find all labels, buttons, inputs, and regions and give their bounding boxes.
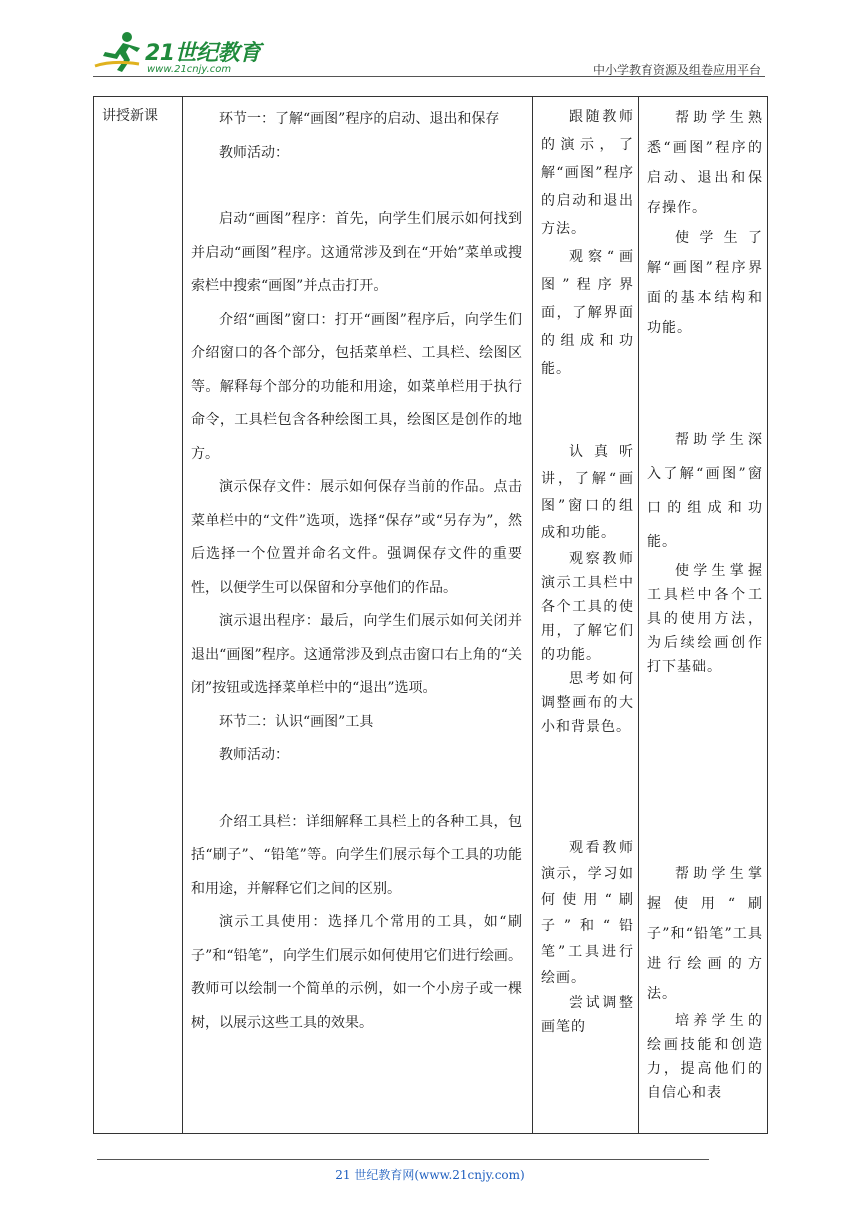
student-activity-cell — [533, 97, 639, 1134]
teaching-paragraph: 环节一：了解“画图”程序的启动、退出和保存 — [219, 111, 500, 127]
teaching-activity-cell — [183, 97, 533, 1134]
teaching-paragraph: 教师活动： — [219, 144, 289, 161]
intent-paragraph: 帮助学生深入了解“画图”窗口的组成和功能。 — [647, 432, 763, 550]
intent-paragraph: 使学生掌握工具栏中各个工具的使用方法，为后续绘画创作打下基础。 — [647, 563, 763, 675]
platform-title: 中小学教育资源及组卷应用平台 — [592, 63, 761, 77]
teaching-paragraph: 演示退出程序：最后，向学生们展示如何关闭并退出“画图”程序。这通常涉及到点击窗口右上角的“关闭”按钮或选择菜单栏中的“退出”选项。 — [191, 613, 522, 696]
page-header — [93, 30, 765, 80]
student-paragraph: 观察教师演示工具栏中各个工具的使用，了解它们的功能。 — [541, 551, 634, 663]
intent-paragraph: 培养学生的绘画技能和创造力，提高他们的自信心和表 — [647, 1013, 763, 1101]
student-paragraph: 尝试调整画笔的 — [541, 995, 634, 1035]
lesson-table — [93, 96, 768, 1134]
blank-line — [191, 170, 522, 203]
teaching-paragraph: 启动“画图”程序：首先，向学生们展示如何找到并启动“画图”程序。这通常涉及到在“开始”菜单或搜索栏中搜索“画图”并点击打开。 — [191, 211, 522, 294]
table-row — [94, 97, 768, 1134]
footer-text: 21 世纪教育网(www.21cnjy.com) — [335, 1168, 525, 1182]
footer-divider — [97, 1159, 709, 1160]
intent-paragraph: 帮助学生掌握使用“刷子”和“铅笔”工具进行绘画的方法。 — [647, 866, 763, 1002]
teaching-paragraph: 介绍“画图”窗口：打开“画图”程序后，向学生们介绍窗口的各个部分，包括菜单栏、工具栏、绘图区等。解释每个部分的功能和用途，如菜单栏用于执行命令，工具栏包含各种绘图工具，绘图区是创作的地方。 — [191, 311, 522, 462]
logo-text: 21世纪教育 — [145, 41, 261, 66]
section-label: 讲授新课 — [102, 108, 158, 124]
student-paragraph: 跟随教师的演示，了解“画图”程序的启动和退出方法。 — [541, 109, 634, 237]
student-paragraph: 观看教师演示，学习如何使用“刷子”和“铅笔”工具进行绘画。 — [541, 840, 634, 986]
section-label-cell — [94, 97, 183, 1134]
runner-logo-icon — [93, 30, 145, 74]
student-paragraph: 思考如何调整画布的大小和背景色。 — [541, 671, 634, 735]
student-paragraph: 观察“画图”程序界面，了解界面的组成和功能。 — [541, 249, 634, 377]
blank-line — [191, 773, 522, 806]
teaching-paragraph: 教师活动： — [219, 747, 289, 763]
intent-paragraph: 使学生了解“画图”程序界面的基本结构和功能。 — [647, 230, 763, 336]
teaching-paragraph: 环节二：认识“画图”工具 — [219, 713, 374, 730]
teaching-paragraph: 演示工具使用：选择几个常用的工具，如“刷子”和“铅笔”，向学生们展示如何使用它们进行绘画。教师可以绘制一个简单的示例，如一个小房子或一棵树，以展示这些工具的效果。 — [191, 914, 522, 1031]
teaching-paragraph: 演示保存文件：展示如何保存当前的作品。点击菜单栏中的“文件”选项，选择“保存”或“另存为”，然后选择一个位置并命名文件。强调保存文件的重要性，以便学生可以保留和分享他们的作品。 — [191, 479, 522, 596]
logo-url: www.21cnjy.com — [147, 64, 232, 75]
header-divider — [93, 76, 765, 77]
intent-paragraph: 帮助学生熟悉“画图”程序的启动、退出和保存操作。 — [647, 110, 763, 216]
teaching-paragraph: 介绍工具栏：详细解释工具栏上的各种工具，包括“刷子”、“铅笔”等。向学生们展示每个工具的功能和用途，并解释它们之间的区别。 — [191, 813, 522, 897]
site-logo — [93, 30, 273, 78]
design-intent-cell — [639, 97, 768, 1134]
student-paragraph: 认真听讲，了解“画图”窗口的组成和功能。 — [541, 444, 634, 541]
